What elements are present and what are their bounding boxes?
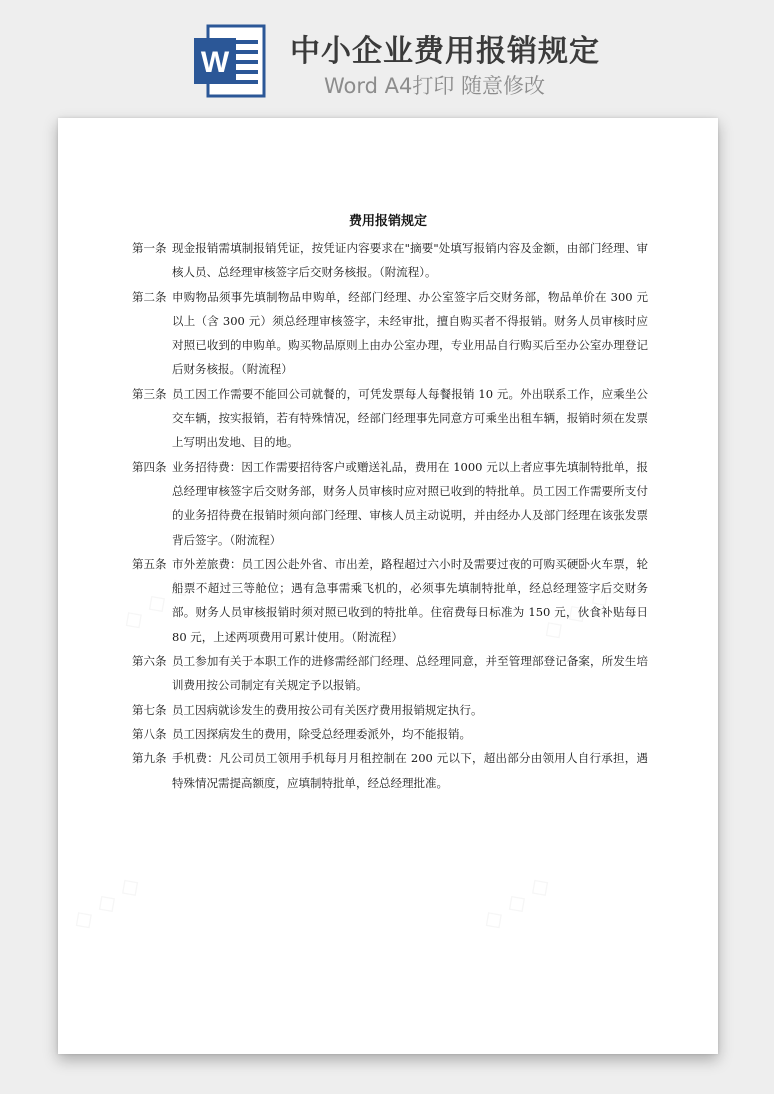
article-5 <box>132 552 648 649</box>
article-text: 申购物品须事先填制物品申购单，经部门经理、办公室签字后交财务部，物品单价在 300 元以上（含 300 元）须总经理审核签字，未经审批，擅自购买者不得报销。财务人员审核时应对照已收到的申购单。购买物品原则上由办公室办理，专业用品自行购买后至办公室办理登记后财务核报。（附流程） <box>172 289 648 377</box>
article-text: 员工参加有关于本职工作的进修需经部门经理、总经理同意，并至管理部登记备案，所发生培训费用按公司制定有关规定予以报销。 <box>172 654 648 693</box>
article-3 <box>132 382 648 455</box>
article-8 <box>132 722 648 746</box>
article-text: 现金报销需填制报销凭证，按凭证内容要求在"摘要"处填写报销内容及金额，由部门经理、审核人员、总经理审核签字后交财务核报。（附流程）。 <box>172 241 648 280</box>
word-document-icon <box>192 24 266 98</box>
header-subtitle: Word A4打印 随意修改 <box>324 74 546 98</box>
article-text: 业务招待费：因工作需要招待客户或赠送礼品，费用在 1000 元以上者应事先填制特批单，报总经理审核签字后交财务部，财务人员审核时应对照已收到的特批单。员工因工作需要所支付的业务招待费在报销时须向部门经理、审核人员主动说明，并由经办人及部门经理在该张发票背后签字。（附流程） <box>172 459 648 547</box>
article-text: 手机费：凡公司员工领用手机每月月租控制在 200 元以下，超出部分由领用人自行承担，遇特殊情况需提高额度，应填制特批单，经总经理批准。 <box>172 751 648 790</box>
article-number: 第五条 <box>132 556 167 571</box>
article-9 <box>132 746 648 795</box>
article-number: 第四条 <box>132 459 167 474</box>
watermark <box>66 869 146 937</box>
article-number: 第一条 <box>132 241 167 255</box>
article-list <box>132 236 648 795</box>
article-6 <box>132 649 648 698</box>
document-title: 费用报销规定 <box>348 214 427 229</box>
article-number: 第二条 <box>132 289 167 304</box>
article-4 <box>132 455 648 552</box>
article-number: 第八条 <box>132 726 167 741</box>
article-7 <box>132 698 648 722</box>
article-2 <box>132 285 648 382</box>
article-number: 第七条 <box>132 702 167 717</box>
article-number: 第九条 <box>132 751 167 766</box>
header-title: 中小企业费用报销规定 <box>290 34 600 69</box>
article-text: 员工因探病发生的费用，除受总经理委派外，均不能报销。 <box>172 726 471 741</box>
watermark <box>476 869 556 937</box>
article-text: 员工因工作需要不能回公司就餐的，可凭发票每人每餐报销 10 元。外出联系工作，应乘坐公交车辆，按实报销，若有特殊情况，经部门经理事先同意方可乘坐出租车辆，报销时须在发票上写明出发地、目的地。 <box>172 386 648 450</box>
article-number: 第六条 <box>132 654 167 669</box>
article-1 <box>132 236 648 285</box>
article-number: 第三条 <box>132 386 167 401</box>
article-text: 员工因病就诊发生的费用按公司有关医疗费用报销规定执行。 <box>172 702 483 717</box>
document-page <box>58 118 718 1054</box>
article-text: 市外差旅费：员工因公赴外省、市出差，路程超过六小时及需要过夜的可购买硬卧火车票，轮船票不超过三等舱位；遇有急事需乘飞机的，必须事先填制特批单，经总经理签字后交财务部。财务人员审核报销时须对照已收到的特批单。住宿费每日标准为 150 元，伙食补贴每日 80 元，上述两项费用可累计使用。（附流程） <box>172 556 648 644</box>
page-header <box>0 0 774 118</box>
word-icon-letter: W <box>200 46 230 79</box>
